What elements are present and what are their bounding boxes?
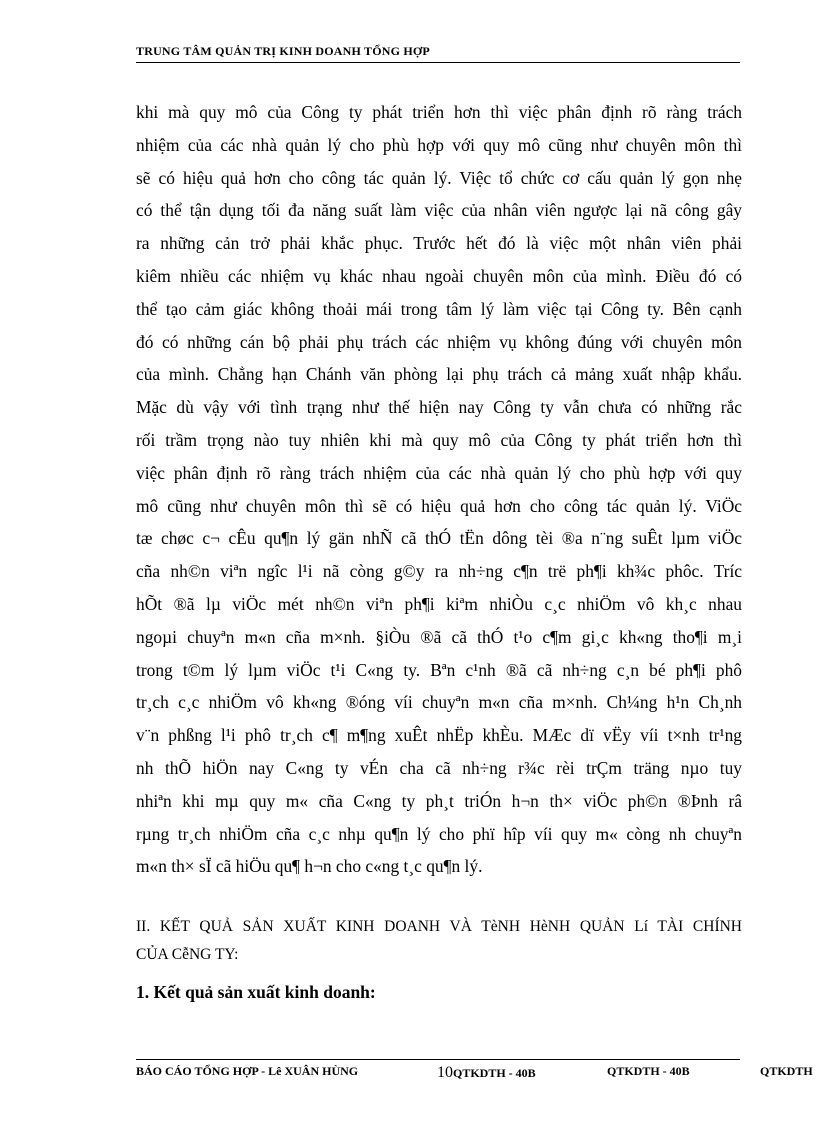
footer-class-label: QTKDTH - 40B xyxy=(607,1064,690,1078)
footer-class-label: QTKDTH - 40B xyxy=(453,1066,536,1080)
section-heading xyxy=(136,913,742,969)
body-line: ngoµi chuyªn m«n cña m×nh. §iÒu ®ã cã thÓ t¹o c¶m gi¸c kh«ng tho¶i m¸i xyxy=(136,626,742,647)
body-line: thể tạo cảm giác không thoải mái trong tâm lý làm việc tại Công ty. Bên cạnh xyxy=(136,298,742,319)
body-line: rối trầm trọng nào tuy nhiên khi mà quy mô của Công ty phát triển hơn thì xyxy=(136,429,742,450)
body-line: m«n th× sÏ cã hiÖu qu¶ h¬n cho c«ng t¸c qu¶n lý. xyxy=(136,856,483,877)
section-heading-line: II. KẾT QUẢ SẢN XUẤT KINH DOANH VÀ TèNH HèNH QUẢN Lí TÀI CHÍNH xyxy=(136,918,742,935)
body-line: trong t©m lý lµm viÖc t¹i C«ng ty. Bªn c¹nh ®ã cã nh÷ng c¸n bé ph¶i phô xyxy=(136,659,742,680)
body-line: rµng tr¸ch nhiÖm cña c¸c nhµ qu¶n lý cho phï hîp víi quy m« còng nh chuyªn xyxy=(136,823,742,844)
body-line: khi mà quy mô của Công ty phát triển hơn thì việc phân định rõ ràng trách xyxy=(136,102,742,122)
body-line: kiêm nhiều các nhiệm vụ khác nhau ngoài chuyên môn của mình. Điều đó có xyxy=(136,265,742,286)
body-line: nh thÕ hiÖn nay C«ng ty vÉn cha cã nh÷ng r¾c rèi trÇm träng nµo tuy xyxy=(136,757,742,778)
page-header-title: TRUNG TÂM QUẢN TRỊ KINH DOANH TỔNG HỢP xyxy=(136,44,430,58)
body-line: Mặc dù vậy với tình trạng như thế hiện nay Công ty vẫn chưa có những rắc xyxy=(136,397,742,418)
body-line: có thể tận dụng tối đa năng suất làm việc của nhân viên ngược lại nã công gây xyxy=(136,200,742,221)
body-paragraph xyxy=(136,96,742,883)
body-line: cña nh©n viªn ngîc l¹i nã còng g©y ra nh÷ng c¶n trë ph¶i kh¾c phôc. Tríc xyxy=(136,561,742,582)
body-line: sẽ có hiệu quả hơn cho công tác quản lý. Việc tổ chức cơ cấu quản lý gọn nhẹ xyxy=(136,167,742,188)
body-line: ra những cản trở phải khắc phục. Trước hết đó là việc một nhân viên phải xyxy=(136,233,742,254)
footer-rule xyxy=(136,1059,740,1060)
body-line: của mình. Chẳng hạn Chánh văn phòng lại phụ trách cả mảng xuất nhập khẩu. xyxy=(136,364,742,385)
body-line: v¨n phßng l¹i phô tr¸ch c¶ m¶ng xuÊt nhËp khÈu. MÆc dï vËy víi t×nh tr¹ng xyxy=(136,725,742,746)
body-line: tæ chøc c¬ cÊu qu¶n lý gän nhÑ cã thÓ tËn dông tèi ®a n¨ng suÊt lµm viÖc xyxy=(136,528,742,549)
footer-page-class xyxy=(437,1064,536,1082)
body-line: đó có những cán bộ phải phụ trách các nhiệm vụ không đúng với chuyên môn xyxy=(136,331,742,352)
body-line: việc phân định rõ ràng trách nhiệm của các nhà quản lý cho phù hợp với quy xyxy=(136,462,742,483)
footer-class-label: QTKDTH xyxy=(760,1064,813,1078)
body-line: tr¸ch c¸c nhiÖm vô kh«ng ®óng víi chuyªn m«n cña m×nh. Ch¼ng h¹n Ch¸nh xyxy=(136,692,742,713)
page-number: 10 xyxy=(437,1064,453,1081)
subsection-heading: 1. Kết quả sản xuất kinh doanh: xyxy=(136,982,376,1002)
header-rule xyxy=(136,62,740,63)
body-line: nhiệm của các nhà quản lý cho phù hợp với quy mô cũng như chuyên môn thì xyxy=(136,134,742,155)
body-line: nhiªn khi mµ quy m« cña C«ng ty ph¸t triÓn h¬n th× viÖc ph©n ®Þnh râ xyxy=(136,790,742,811)
body-line: hÕt ®ã lµ viÖc mét nh©n viªn ph¶i kiªm nhiÒu c¸c nhiÖm vô kh¸c nhau xyxy=(136,593,742,614)
footer-report-title: BÁO CÁO TỔNG HỢP - Lê XUÂN HÙNG xyxy=(136,1064,359,1078)
section-heading-line: CỦA CễNG TY: xyxy=(136,946,239,963)
body-line: mô cũng như chuyên môn thì sẽ có hiệu quả hơn cho công tác quản lý. ViÖc xyxy=(136,495,742,516)
